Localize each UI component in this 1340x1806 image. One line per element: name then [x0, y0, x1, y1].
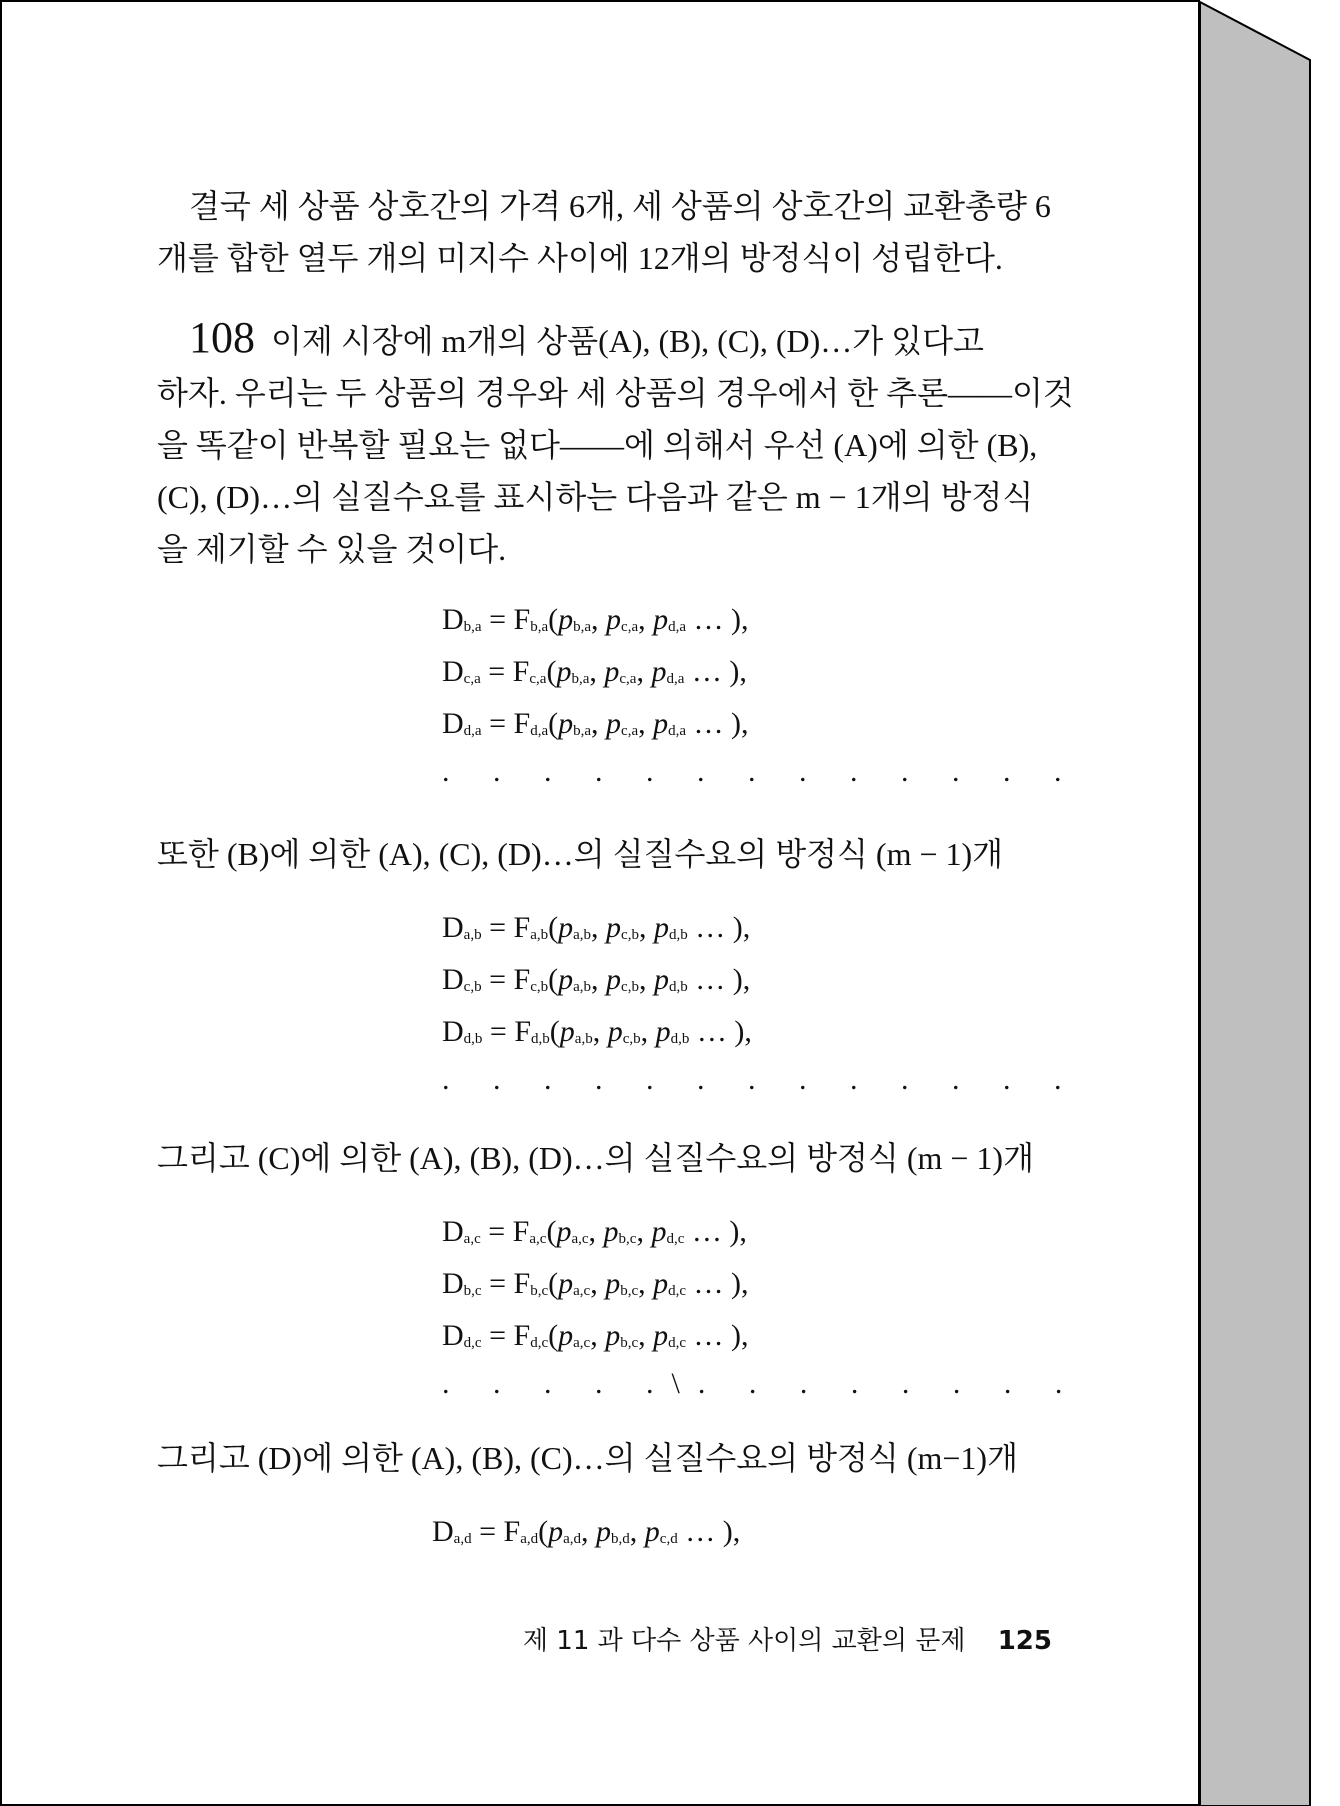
price-subscript: d,b	[670, 1031, 690, 1047]
open-paren: (	[549, 1015, 560, 1048]
price-variable: p	[607, 1015, 623, 1048]
open-paren: (	[546, 1215, 557, 1248]
comma-separator: ,	[638, 963, 654, 996]
equation-tail: … ),	[687, 963, 751, 996]
function-subscript: d,c	[530, 1335, 549, 1351]
price-subscript: d,c	[668, 1283, 687, 1299]
equation-tail: … ),	[689, 1015, 752, 1048]
comma-separator: ,	[638, 707, 654, 740]
price-variable: p	[548, 1515, 564, 1548]
equation-lhs: D	[442, 911, 464, 944]
comma-separator: ,	[592, 1015, 608, 1048]
function-symbol: F	[513, 911, 531, 944]
equation-lhs-subscript: a,c	[463, 1231, 481, 1247]
comma-separator: ,	[629, 1515, 645, 1548]
intro-d: 그리고 (D)에 의한 (A), (B), (C)…의 실질수요의 방정식 (m−1)개	[157, 1440, 1018, 1476]
function-subscript: d,b	[531, 1031, 550, 1047]
comma-separator: ,	[591, 963, 607, 996]
equation-lhs: D	[442, 1319, 464, 1352]
equation-lhs: D	[442, 963, 464, 996]
comma-separator: ,	[640, 1015, 656, 1048]
equation-lhs: D	[442, 707, 464, 740]
price-subscript: a,d	[563, 1531, 582, 1547]
equation-block-a	[442, 594, 1080, 794]
intro-b: 또한 (B)에 의한 (A), (C), (D)…의 실질수요의 방정식 (m − 1)개	[157, 836, 1004, 872]
function-symbol: F	[512, 1215, 530, 1248]
function-subscript: a,c	[529, 1231, 547, 1247]
price-subscript: d,a	[666, 671, 685, 687]
equation-row	[442, 902, 1080, 954]
equals-sign: =	[480, 655, 513, 688]
price-subscript: c,d	[659, 1531, 678, 1547]
price-subscript: b,c	[620, 1283, 639, 1299]
equals-sign: =	[481, 963, 514, 996]
equation-lhs: D	[442, 1267, 464, 1300]
price-subscript: c,a	[621, 723, 639, 739]
equation-lhs-subscript: a,b	[463, 927, 482, 943]
function-subscript: a,b	[530, 927, 549, 943]
equation-lhs-subscript: d,a	[463, 723, 482, 739]
price-subscript: c,b	[621, 979, 639, 995]
equation-lhs-subscript: d,b	[463, 1031, 483, 1047]
equation-row	[442, 646, 1080, 698]
price-subscript: c,b	[622, 1031, 641, 1047]
function-subscript: b,a	[530, 619, 549, 635]
comma-separator: ,	[638, 1267, 654, 1300]
function-symbol: F	[513, 1319, 531, 1352]
paragraph-2-line-3: 을 똑같이 반복할 필요는 없다——에 의해서 우선 (A)에 의한 (B),	[157, 427, 1038, 463]
price-subscript: b,a	[573, 723, 592, 739]
open-paren: (	[548, 911, 559, 944]
comma-separator: ,	[638, 911, 654, 944]
continuation-dots: . . . . . . . . . . . . .	[442, 1063, 1080, 1096]
function-symbol: F	[512, 655, 530, 688]
function-subscript: a,d	[520, 1531, 539, 1547]
page-footer	[523, 1620, 1052, 1657]
price-variable: p	[653, 603, 669, 636]
equation-row	[442, 1006, 1080, 1058]
open-paren: (	[538, 1515, 549, 1548]
price-subscript: c,a	[619, 671, 637, 687]
price-variable: p	[556, 655, 572, 688]
price-subscript: a,c	[571, 1231, 589, 1247]
equation-lhs: D	[442, 603, 464, 636]
price-subscript: c,a	[621, 619, 639, 635]
equals-sign: =	[481, 603, 514, 636]
price-subscript: b,c	[618, 1231, 637, 1247]
price-subscript: c,b	[621, 927, 639, 943]
price-variable: p	[604, 655, 620, 688]
function-subscript: d,a	[530, 723, 549, 739]
comma-separator: ,	[591, 707, 607, 740]
price-subscript: b,d	[611, 1531, 630, 1547]
price-variable: p	[606, 911, 622, 944]
equation-lhs-subscript: c,b	[463, 979, 482, 995]
price-variable: p	[606, 603, 622, 636]
equation-lhs: D	[442, 1215, 464, 1248]
continuation-dots: . . . . .\. . . . . . . .	[442, 1367, 1081, 1400]
price-subscript: d,a	[668, 723, 687, 739]
equation-block-b	[442, 902, 1080, 1102]
function-subscript: c,a	[529, 671, 547, 687]
price-subscript: b,a	[573, 619, 592, 635]
equation-row	[442, 1258, 1080, 1310]
paragraph-1	[157, 180, 1052, 284]
open-paren: (	[548, 1267, 559, 1300]
comma-separator: ,	[581, 1515, 597, 1548]
price-variable: p	[558, 963, 574, 996]
comma-separator: ,	[636, 1215, 652, 1248]
equation-row	[442, 1206, 1080, 1258]
open-paren: (	[548, 1319, 559, 1352]
price-variable: p	[651, 1215, 667, 1248]
open-paren: (	[548, 603, 559, 636]
equation-lhs-subscript: b,a	[463, 619, 482, 635]
function-subscript: b,c	[530, 1283, 549, 1299]
page-number: 125	[997, 1626, 1052, 1656]
equation-lhs-subscript: b,c	[463, 1283, 482, 1299]
price-variable: p	[558, 603, 574, 636]
price-subscript: a,c	[573, 1283, 591, 1299]
price-subscript: b,c	[620, 1335, 639, 1351]
price-variable: p	[653, 1319, 669, 1352]
price-variable: p	[605, 1319, 621, 1352]
equals-sign: =	[471, 1515, 504, 1548]
price-subscript: a,b	[573, 979, 592, 995]
price-subscript: d,b	[668, 979, 688, 995]
price-variable: p	[606, 707, 622, 740]
comma-separator: ,	[591, 911, 607, 944]
equation-lhs: D	[442, 655, 464, 688]
price-subscript: d,a	[668, 619, 687, 635]
paragraph-2-line-1-text: 이제 시장에 m개의 상품(A), (B), (C), (D)…가 있다고	[271, 323, 984, 359]
comma-separator: ,	[588, 1215, 604, 1248]
open-paren: (	[548, 963, 559, 996]
function-symbol: F	[503, 1515, 521, 1548]
comma-separator: ,	[590, 1319, 606, 1352]
price-variable: p	[559, 1015, 575, 1048]
price-variable: p	[653, 707, 669, 740]
intro-c: 그리고 (C)에 의한 (A), (B), (D)…의 실질수요의 방정식 (m − 1)개	[157, 1140, 1034, 1176]
equation-tail: … ),	[677, 1515, 741, 1548]
equation-tail: … ),	[686, 603, 749, 636]
equation-tail: … ),	[684, 655, 747, 688]
paragraph-2-line-2: 하자. 우리는 두 상품의 경우와 세 상품의 경우에서 한 추론——이것	[157, 375, 1074, 411]
equation-lhs: D	[442, 1015, 464, 1048]
equals-sign: =	[481, 707, 514, 740]
equation-tail: … ),	[684, 1215, 747, 1248]
function-symbol: F	[513, 963, 531, 996]
comma-separator: ,	[590, 1267, 606, 1300]
price-variable: p	[558, 707, 574, 740]
equals-sign: =	[481, 1319, 514, 1352]
comma-separator: ,	[589, 655, 605, 688]
price-variable: p	[558, 1319, 574, 1352]
equals-sign: =	[481, 1267, 514, 1300]
function-symbol: F	[513, 707, 531, 740]
section-number: 108	[189, 313, 255, 362]
open-paren: (	[546, 655, 557, 688]
equation-block-d	[432, 1506, 740, 1558]
equation-tail: … ),	[686, 707, 749, 740]
equation-tail: … ),	[686, 1319, 749, 1352]
equation-row	[442, 594, 1080, 646]
equation-block-c	[442, 1206, 1080, 1406]
equation-row	[432, 1506, 740, 1558]
price-subscript: a,b	[574, 1031, 593, 1047]
price-variable: p	[558, 1267, 574, 1300]
price-variable: p	[596, 1515, 612, 1548]
comma-separator: ,	[591, 603, 607, 636]
paragraph-2	[157, 312, 1074, 575]
price-variable: p	[651, 655, 667, 688]
price-variable: p	[606, 963, 622, 996]
price-subscript: a,b	[573, 927, 592, 943]
price-variable: p	[558, 911, 574, 944]
comma-separator: ,	[638, 1319, 654, 1352]
comma-separator: ,	[638, 603, 654, 636]
price-variable: p	[655, 1015, 671, 1048]
equation-row	[442, 698, 1080, 750]
equals-sign: =	[482, 1015, 515, 1048]
price-variable: p	[653, 911, 669, 944]
paragraph-1-line-2: 개를 합한 열두 개의 미지수 사이에 12개의 방정식이 성립한다.	[157, 240, 1003, 276]
equation-tail: … ),	[687, 911, 751, 944]
equals-sign: =	[481, 911, 514, 944]
equation-lhs-subscript: a,d	[453, 1531, 472, 1547]
open-paren: (	[548, 707, 559, 740]
price-subscript: d,c	[666, 1231, 685, 1247]
function-symbol: F	[513, 603, 531, 636]
equation-lhs: D	[432, 1515, 454, 1548]
continuation-dots: . . . . . . . . . . . . .	[442, 755, 1080, 788]
equation-lhs-subscript: c,a	[463, 671, 481, 687]
comma-separator: ,	[636, 655, 652, 688]
paragraph-1-line-1: 결국 세 상품 상호간의 가격 6개, 세 상품의 상호간의 교환총량 6	[189, 188, 1051, 224]
price-variable: p	[644, 1515, 660, 1548]
equation-row	[442, 954, 1080, 1006]
function-subscript: c,b	[530, 979, 549, 995]
equals-sign: =	[480, 1215, 513, 1248]
price-variable: p	[653, 1267, 669, 1300]
function-symbol: F	[514, 1015, 532, 1048]
price-subscript: a,c	[573, 1335, 591, 1351]
equation-row	[442, 1310, 1080, 1362]
chapter-title: 제 11 과 다수 상품 사이의 교환의 문제	[522, 1626, 966, 1656]
paragraph-2-line-5: 을 제기할 수 있을 것이다.	[157, 531, 507, 567]
price-subscript: d,c	[668, 1335, 687, 1351]
book-spine	[1200, 0, 1340, 1806]
equation-tail: … ),	[686, 1267, 749, 1300]
price-variable: p	[603, 1215, 619, 1248]
paragraph-2-line-4: (C), (D)…의 실질수요를 표시하는 다음과 같은 m − 1개의 방정식	[157, 479, 1034, 515]
equation-lhs-subscript: d,c	[463, 1335, 482, 1351]
price-subscript: b,a	[571, 671, 590, 687]
price-subscript: d,b	[668, 927, 688, 943]
price-variable: p	[605, 1267, 621, 1300]
price-variable: p	[556, 1215, 572, 1248]
price-variable: p	[653, 963, 669, 996]
function-symbol: F	[513, 1267, 531, 1300]
paragraph-2-line-1	[157, 312, 1052, 367]
